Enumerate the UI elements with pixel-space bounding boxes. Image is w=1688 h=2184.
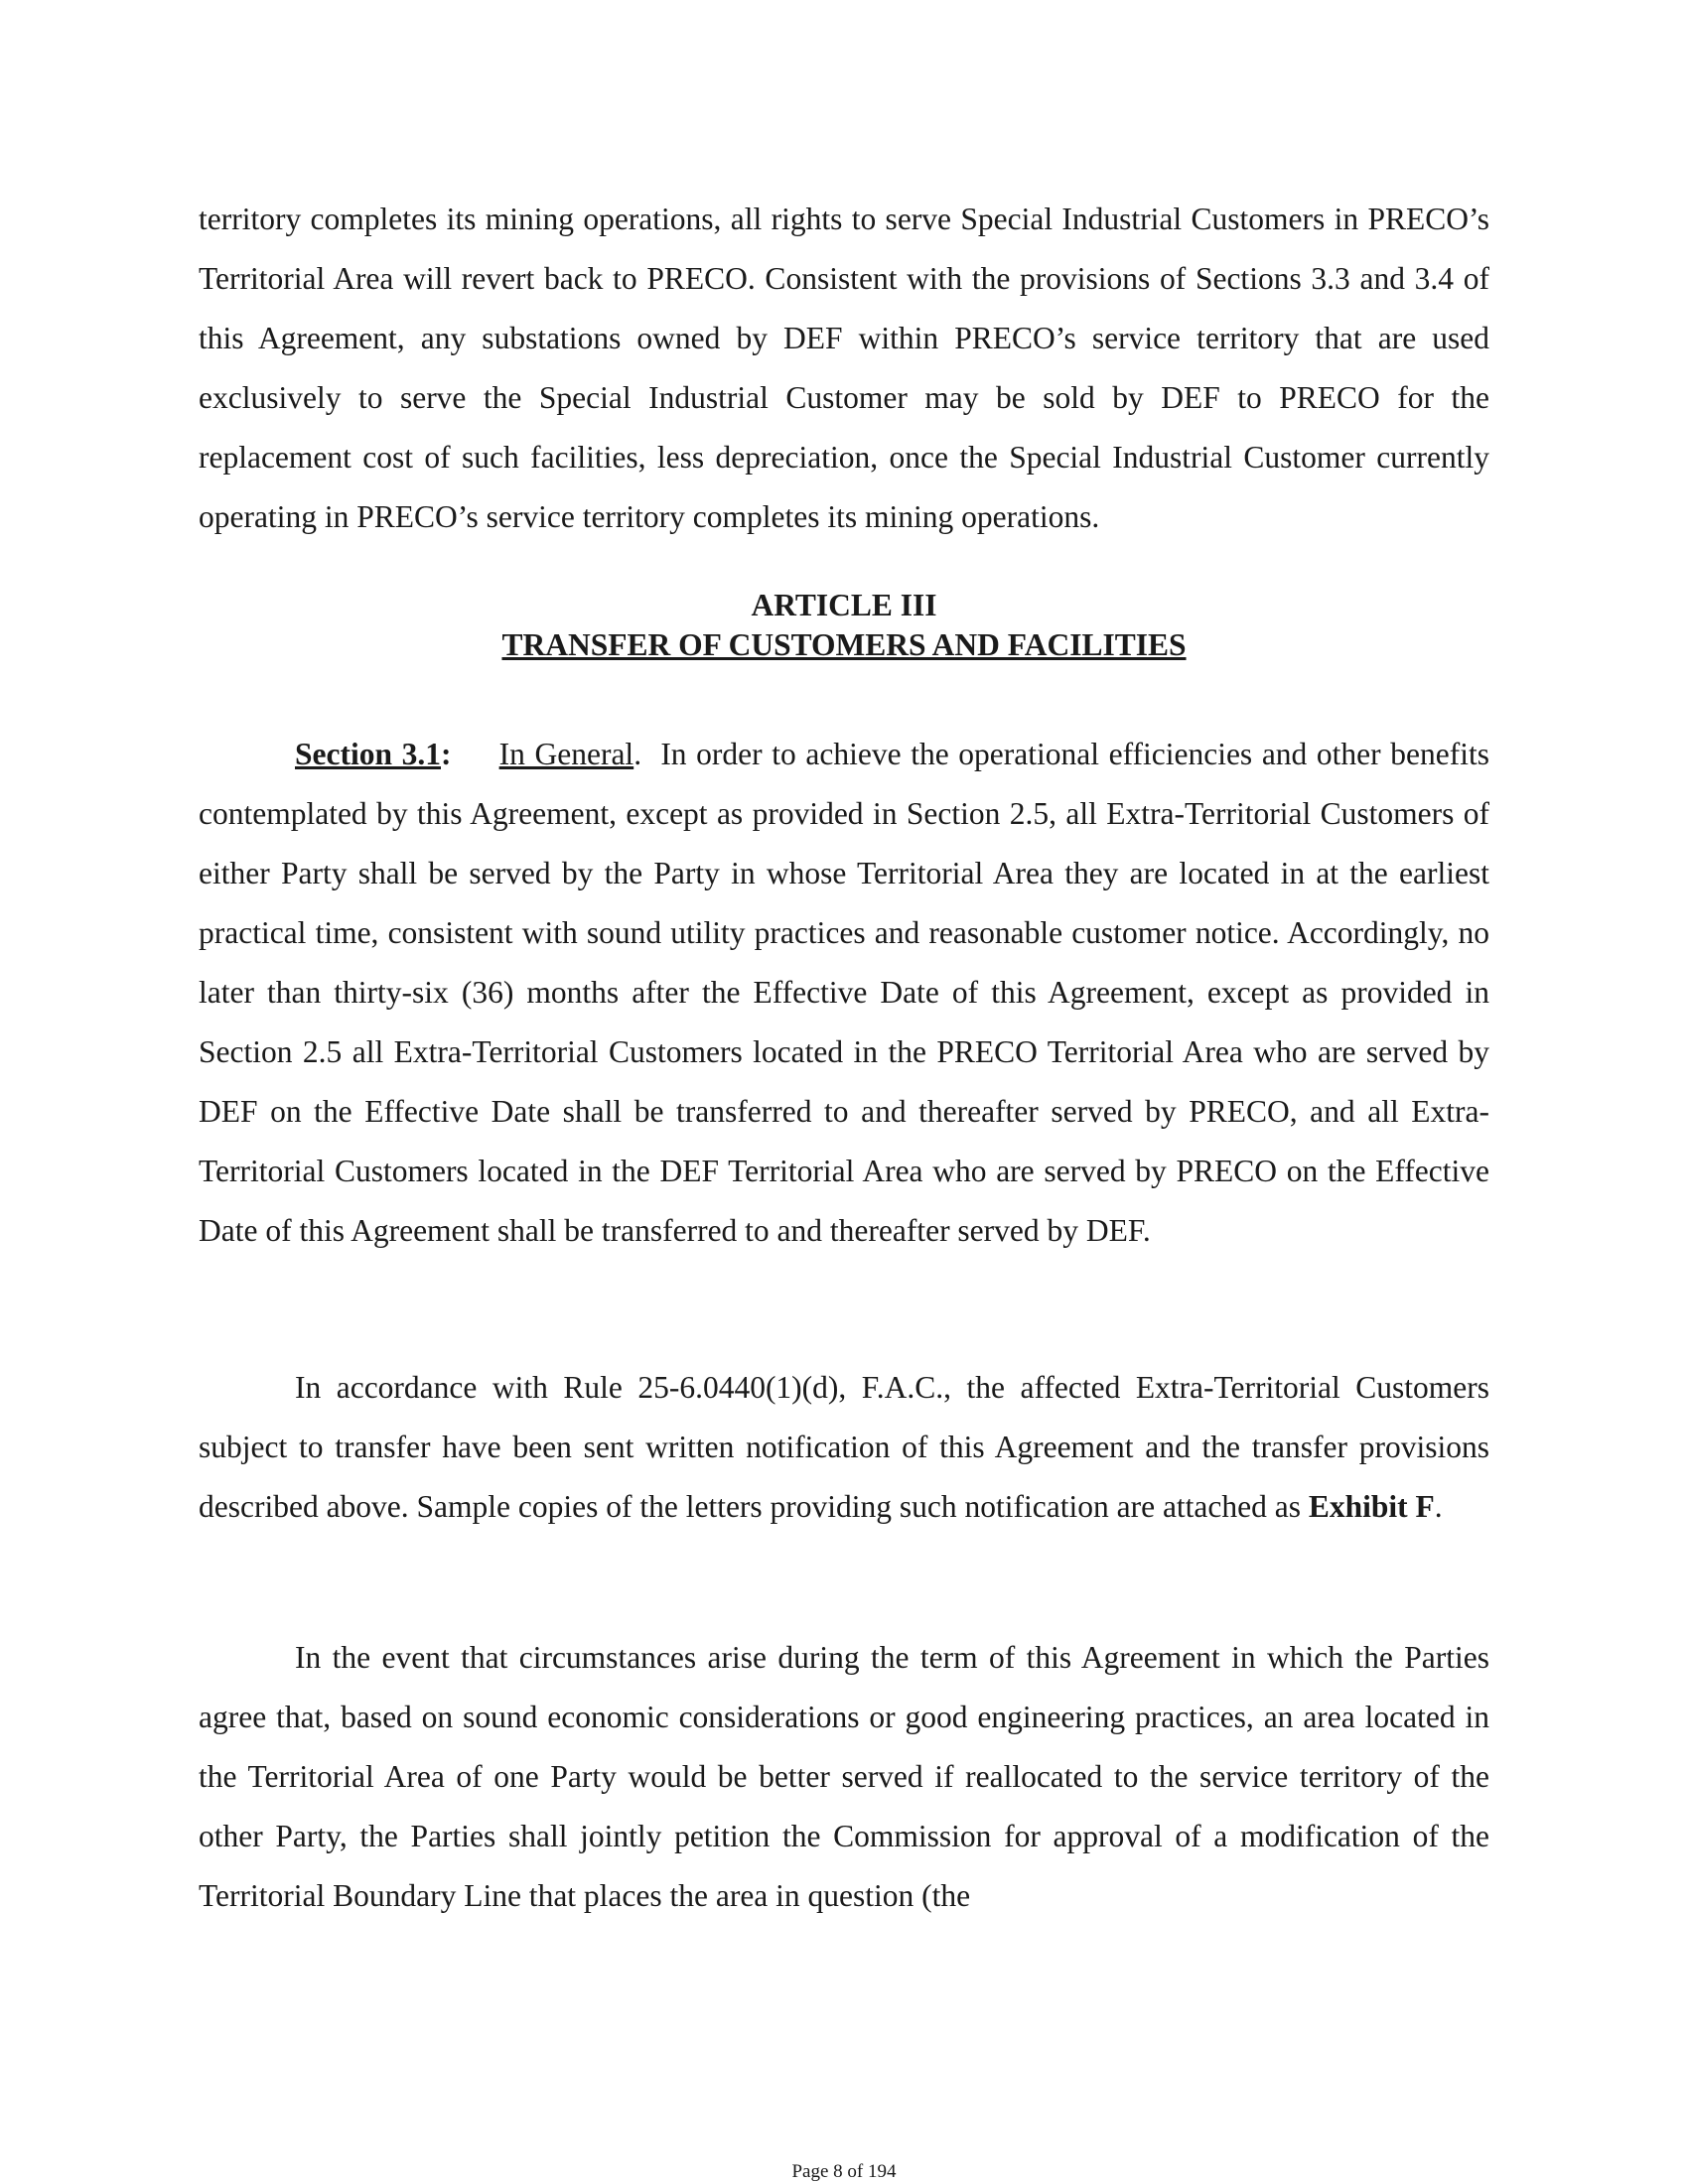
page-number: Page 8 of 194 — [791, 2161, 897, 2182]
section-body-text: In order to achieve the operational efficiencies and other benefits contemplated by this Agreement, except as provided in Section 2.5, all Extra-Territorial Customers of either Party shall be served by the Party in whose Territorial Area they are located in at the earliest practical time, consistent with sound utility practices and reasonable customer notice. Accordingly, no later than thirty-six (36) months after the Effective Date of this Agreement, except as provided in Section 2.5 all Extra-Territorial Customers located in the PRECO Territorial Area who are served by DEF on the Effective Date shall be transferred to and thereafter served by PRECO, and all Extra-Territorial Customers located in the DEF Territorial Area who are served by PRECO on the Effective Date of this Agreement shall be transferred to and thereafter served by DEF. — [199, 737, 1489, 1248]
section-label: Section 3.1 — [295, 737, 441, 771]
article-title-line — [199, 625, 1489, 665]
paragraph-rule-notification — [199, 1358, 1489, 1537]
section-title: In General — [498, 737, 634, 771]
article-title: TRANSFER OF CUSTOMERS AND FACILITIES — [501, 627, 1187, 662]
paragraph-intro: territory completes its mining operations, all rights to serve Special Industrial Customers in PRECO’s Territorial Area will revert back to PRECO. Consistent with the provisions of Sections 3.3 and 3.4 of this Agreement, any substations owned by DEF within PRECO’s service territory that are used exclusively to serve the Special Industrial Customer may be sold by DEF to PRECO for the replacement cost of such facilities, less depreciation, once the Special Industrial Customer currently operating in PRECO’s service territory completes its mining operations. — [199, 202, 1489, 534]
exhibit-reference: Exhibit F — [1308, 1489, 1435, 1524]
rule-text: In accordance with Rule 25-6.0440(1)(d), F.A.C., the affected Extra-Territorial Customers subject to transfer have been sent written notification of this Agreement and the transfer provisions described above. Sample copies of the letters providing such notification are attached as — [199, 1370, 1489, 1524]
section-title-period: . — [633, 737, 642, 771]
paragraph-boundary-modification: In the event that circumstances arise during the term of this Agreement in which the Parties agree that, based on sound economic considerations or good engineering practices, an area located in the Territorial Area of one Party would be better served if reallocated to the service territory of the other Party, the Parties shall jointly petition the Commission for approval of a modification of the Territorial Boundary Line that places the area in question (the — [199, 1640, 1489, 1913]
section-colon: : — [441, 737, 452, 771]
rule-end: . — [1434, 1489, 1443, 1524]
section-3-1-paragraph — [199, 725, 1489, 1261]
article-number: ARTICLE III — [751, 588, 937, 622]
